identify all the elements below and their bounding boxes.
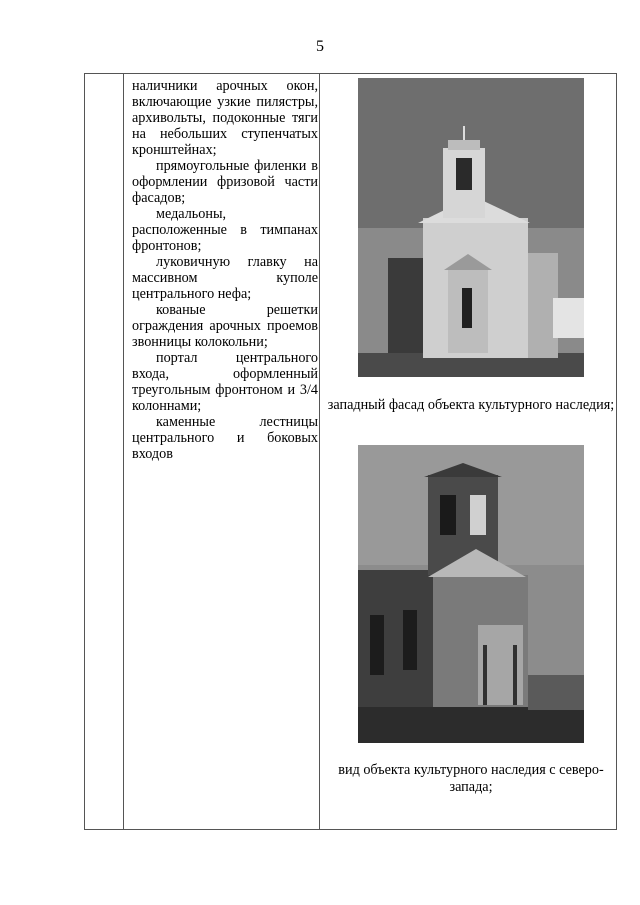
description-paragraph: луковичную главку на массивном куполе центрального нефа;: [132, 254, 318, 302]
description-paragraph: наличники арочных окон, включающие узкие пилястры, архивольты, подоконные тяги на небольших ступенчатых кронштейнах;: [132, 78, 318, 158]
church-west-facade-photo: [358, 78, 584, 377]
column-divider: [319, 74, 320, 829]
description-paragraph: медальоны, расположенные в тимпанах фронтонов;: [132, 206, 318, 254]
column-divider: [123, 74, 124, 829]
description-paragraph: кованые решетки ограждения арочных проемов звонницы колокольни;: [132, 302, 318, 350]
photo-caption: западный фасад объекта культурного наследия;: [327, 397, 615, 413]
description-paragraph: прямоугольные филенки в оформлении фризовой части фасадов;: [132, 158, 318, 206]
description-paragraph: портал центрального входа, оформленный треугольным фронтоном и 3/4 колоннами;: [132, 350, 318, 414]
photo-caption: вид объекта культурного наследия с северо-запада;: [338, 762, 604, 795]
document-table: [84, 73, 617, 830]
features-description: [132, 78, 318, 462]
page-number: 5: [316, 38, 324, 55]
church-northwest-photo: [358, 445, 584, 743]
description-paragraph: каменные лестницы центрального и боковых входов: [132, 414, 318, 462]
